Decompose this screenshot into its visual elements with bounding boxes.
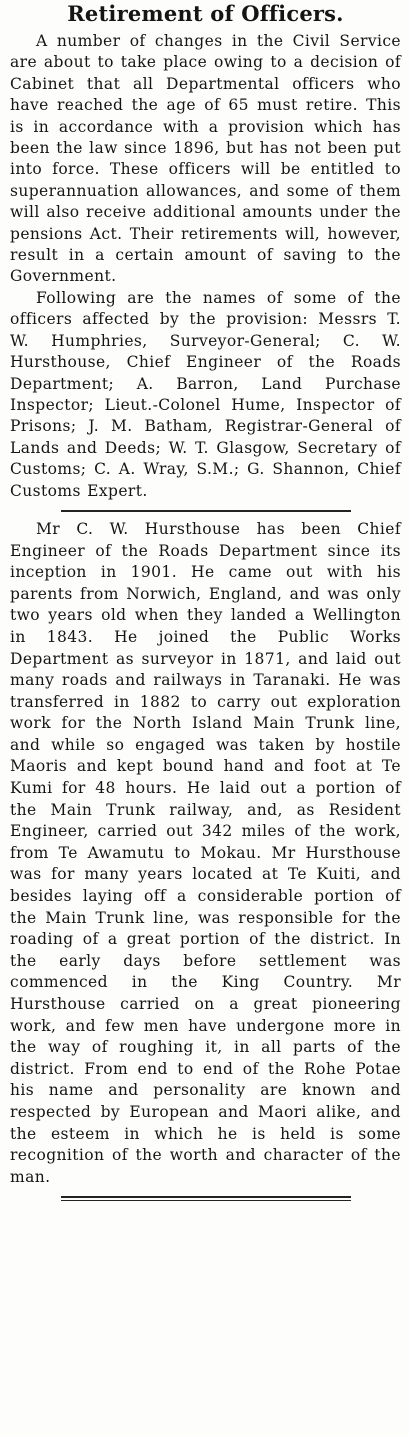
article-column xyxy=(10,0,401,1201)
article-paragraph-officers-list: Following are the names of some of the officers affected by the provision: Messrs T. W. Humphries, Surveyor-General; C. W. Hursthouse, Chief Engineer of the Roads Department; A. Barron, Land Purchase Inspector; Lieut.-Colonel Hume, Inspector of Prisons; J. M. Batham, Registrar-General of Lands and Deeds; W. T. Glasgow, Secretary of Customs; C. A. Wray, S.M.; G. Shannon, Chief Customs Expert. xyxy=(10,288,401,500)
article-headline: Retirement of Officers. xyxy=(67,1,344,26)
article-paragraph-hursthouse-bio: Mr C. W. Hursthouse has been Chief Engineer of the Roads Department since its inception in 1901. He came out with his parents from Norwich, England, and was only two years old when they landed a Wellington in 1843. He joined the Public Works Department as surveyor in 1871, and laid out many roads and railways in Taranaki. He was transferred in 1882 to carry out exploration work for the North Island Main Trunk line, and while so engaged was taken by hostile Maoris and kept bound hand and foot at Te Kumi for 48 hours. He laid out a portion of the Main Trunk railway, and, as Resident Engineer, carried out 342 miles of the work, from Te Awamutu to Mokau. Mr Hursthouse was for many years located at Te Kuiti, and besides laying off a considerable portion of the Main Trunk line, was responsible for the roading of a great portion of the district. In the early days before settlement was commenced in the King Country. Mr Hursthouse carried on a great pioneering work, and few men have undergone more in the way of roughing it, in all parts of the district. From end to end of the Rohe Potae his name and personality are known and respected by European and Maori alike, and the esteem in which he is held is some recognition of the worth and character of the man. xyxy=(10,519,401,1186)
section-divider xyxy=(61,510,351,512)
article-paragraph-intro: A number of changes in the Civil Service are about to take place owing to a decision of Cabinet that all Departmental officers who have reached the age of 65 must retire. This is in accordance with a provision which has been the law since 1896, but has not been put into force. These officers will be entitled to superannuation allowances, and some of them will also receive additional amounts under the pensions Act. Their retirements will, however, result in a certain amount of saving to the Government. xyxy=(10,32,401,286)
article-end-rule xyxy=(61,1196,351,1201)
